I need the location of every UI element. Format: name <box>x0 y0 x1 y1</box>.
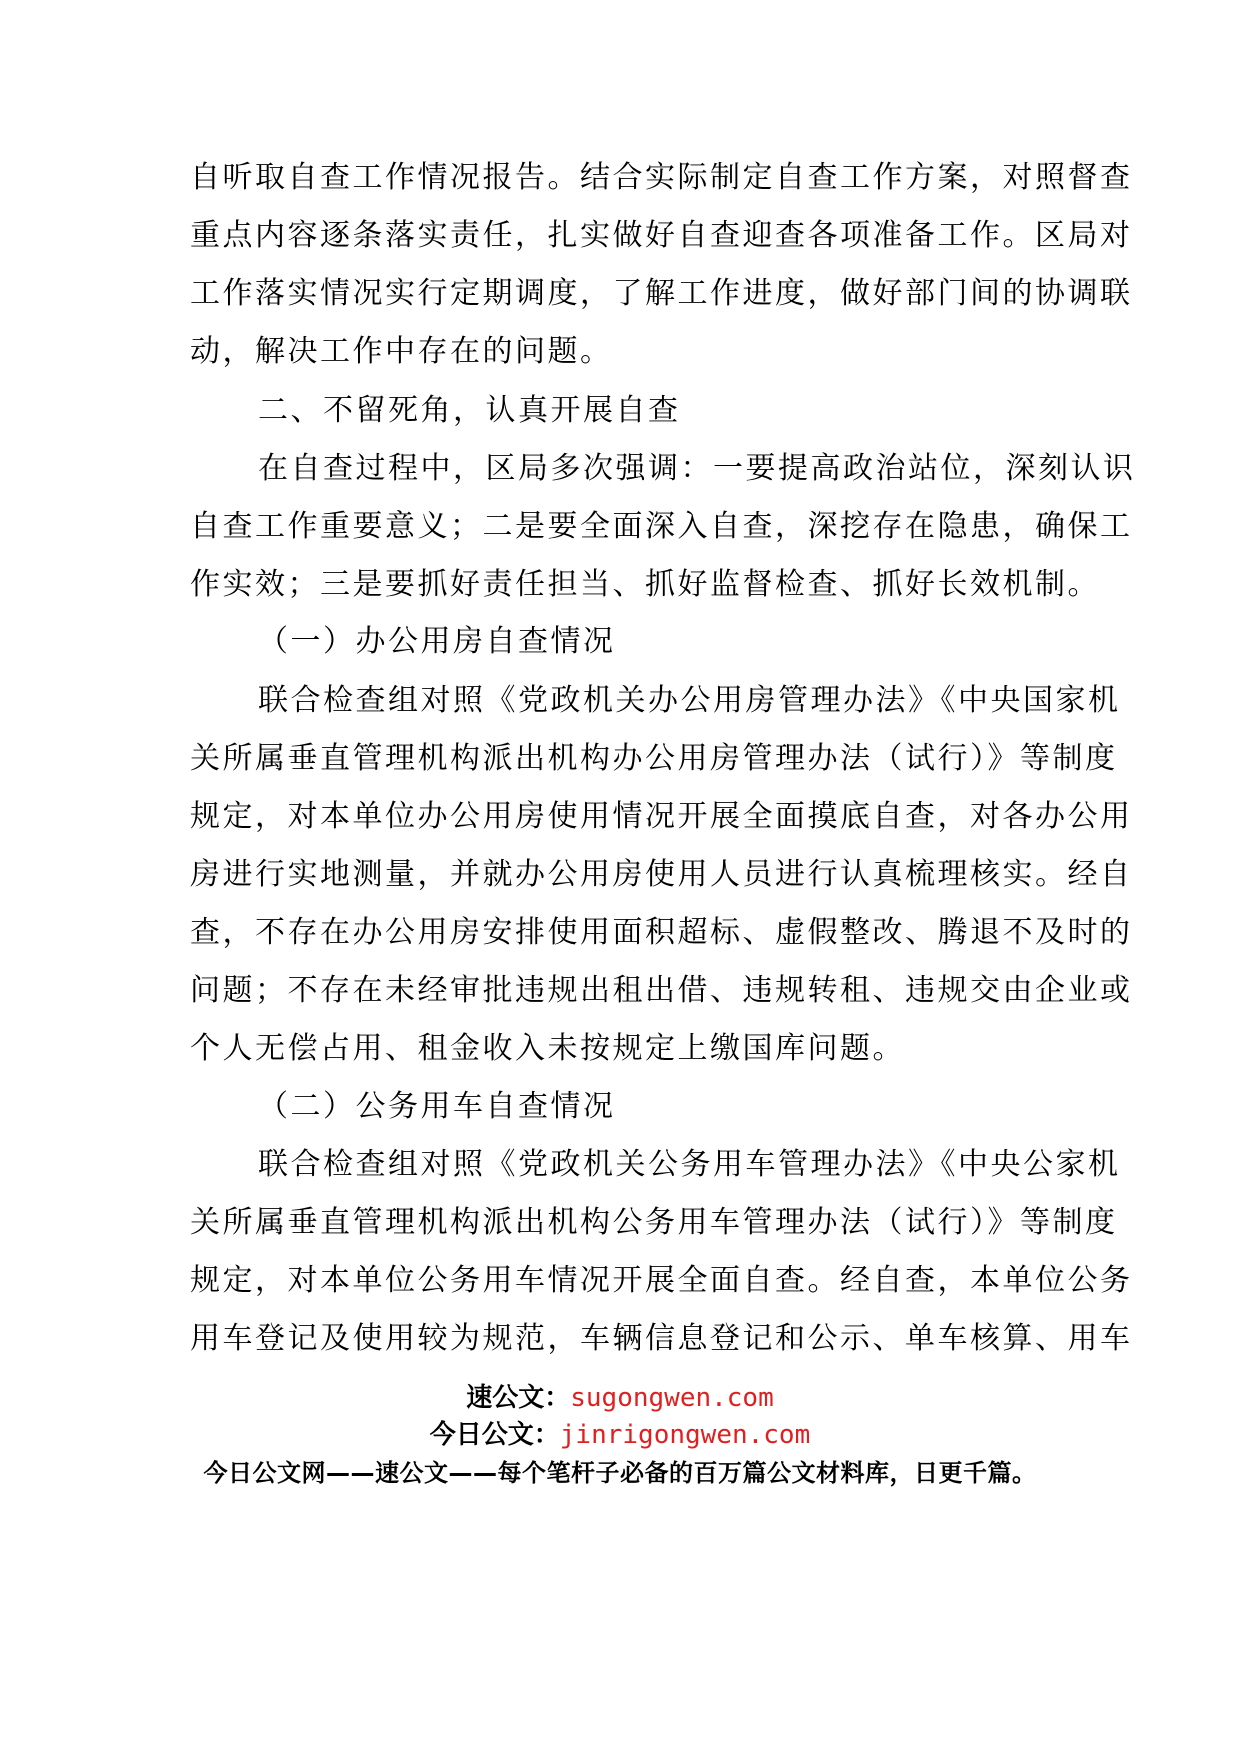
footer-watermark-line-2 <box>0 1418 1240 1452</box>
body-line-13: 房进行实地测量，并就办公用房使用人员进行认真梳理核实。经自 <box>190 857 1133 892</box>
subsection-heading-2: （二）公务用车自查情况 <box>258 1089 616 1124</box>
footer-label-jinrigongwen: 今日公文： <box>429 1420 560 1450</box>
subsection-heading-1: （一）办公用房自查情况 <box>258 624 616 659</box>
footer-watermark-line-1 <box>0 1381 1240 1415</box>
body-line-19: 关所属垂直管理机构派出机构公务用车管理办法（试行）》等制度 <box>190 1205 1118 1240</box>
body-line-8: 作实效；三是要抓好责任担当、抓好监督检查、抓好长效机制。 <box>190 567 1100 602</box>
body-line-7: 自查工作重要意义；二是要全面深入自查，深挖存在隐患，确保工 <box>190 509 1133 544</box>
body-line-14: 查，不存在办公用房安排使用面积超标、虚假整改、腾退不及时的 <box>190 915 1133 950</box>
footer-link-sugongwen[interactable]: sugongwen.com <box>570 1383 774 1413</box>
body-line-1: 自听取自查工作情况报告。结合实际制定自查工作方案，对照督查 <box>190 160 1133 195</box>
body-line-16: 个人无偿占用、租金收入未按规定上缴国库问题。 <box>190 1031 905 1066</box>
body-line-18: 联合检查组对照《党政机关公务用车管理办法》《中央公家机 <box>258 1147 1121 1182</box>
body-line-3: 工作落实情况实行定期调度，了解工作进度，做好部门间的协调联 <box>190 276 1133 311</box>
body-line-2: 重点内容逐条落实责任，扎实做好自查迎查各项准备工作。区局对 <box>190 218 1133 253</box>
body-line-21: 用车登记及使用较为规范，车辆信息登记和公示、单车核算、用车 <box>190 1321 1133 1356</box>
body-line-6: 在自查过程中，区局多次强调：一要提高政治站位，深刻认识 <box>258 451 1136 486</box>
body-line-10: 联合检查组对照《党政机关办公用房管理办法》《中央国家机 <box>258 683 1121 718</box>
body-line-15: 问题；不存在未经审批违规出租出借、违规转租、违规交由企业或 <box>190 973 1133 1008</box>
footer-tagline: 今日公文网——速公文——每个笔杆子必备的百万篇公文材料库，日更千篇。 <box>203 1459 1037 1487</box>
footer-label-sugongwen: 速公文： <box>466 1383 571 1413</box>
body-line-11: 关所属垂直管理机构派出机构办公用房管理办法（试行）》等制度 <box>190 741 1118 776</box>
footer-link-jinrigongwen[interactable]: jinrigongwen.com <box>559 1420 811 1450</box>
body-line-4: 动，解决工作中存在的问题。 <box>190 334 613 369</box>
body-line-12: 规定，对本单位办公用房使用情况开展全面摸底自查，对各办公用 <box>190 799 1133 834</box>
body-line-20: 规定，对本单位公务用车情况开展全面自查。经自查，本单位公务 <box>190 1263 1133 1298</box>
section-heading-2: 二、不留死角，认真开展自查 <box>258 393 681 428</box>
